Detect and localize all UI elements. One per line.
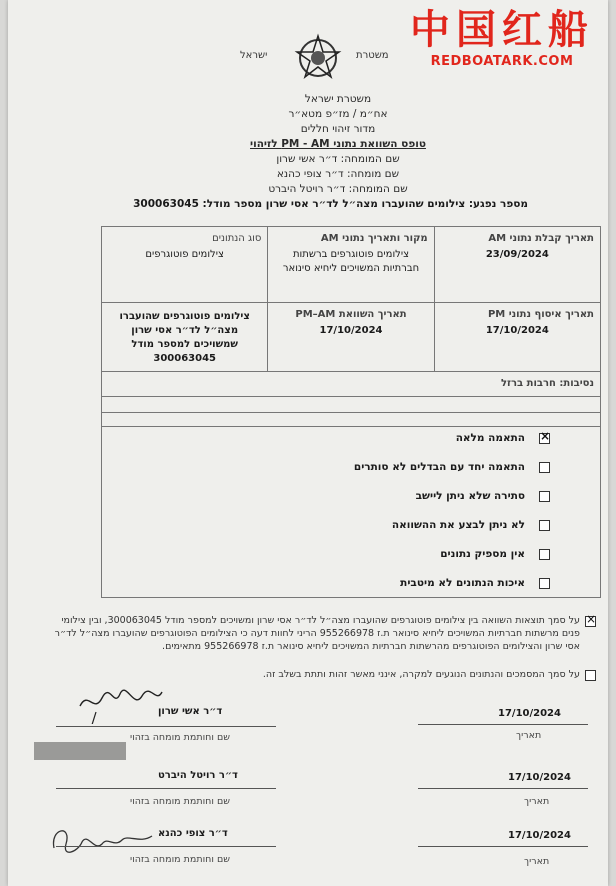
option-label: התאמה יחד עם הבדלים לא סותרים: [353, 461, 525, 473]
am-date-value: 23/09/2024: [485, 249, 549, 260]
sig1-name: ד״ר אשי שרון: [158, 706, 223, 717]
option-row[interactable]: [456, 432, 550, 444]
header-dept-left: משטרת: [356, 50, 389, 61]
org-name: משטרת ישראל: [304, 93, 372, 105]
sig2-name: ד״ר רויטל היברט: [158, 770, 238, 781]
case-line: מספר נפגע: צילומים שהועברו מצה״ל לד״ר אסי שרון מספר מודל: 300063045: [133, 198, 528, 210]
header-block: [128, 92, 548, 197]
option-label: התאמה מלאה: [455, 432, 525, 444]
watermark: [402, 8, 602, 69]
no-id-line: על סמך המסמכים והנתונים הנוגעים למקרה, אינני מאשר זהות ותתת בשלב זה.: [262, 669, 580, 680]
signature-scribble-1: [76, 684, 166, 728]
conclusion-checkbox[interactable]: [585, 616, 596, 627]
sig2-date-caption: תאריך: [524, 796, 550, 807]
data-type-value: צילומים פוטוגרפים: [145, 249, 224, 260]
sig1-caption: שם וחותמת מומחה בזהוי: [130, 732, 231, 743]
data-table: [101, 226, 601, 427]
pm-date-value: 17/10/2024: [485, 325, 549, 336]
circumstances-cell: [102, 372, 601, 397]
sig3-name: ד״ר צופי כהנא: [158, 828, 228, 839]
conclusion-line-3: אסי שרון והצילומים הפוטוגרפים מהרשתות חברתיות המשויכים ליחיא סינואר ת.ז 955266978 מתאימים.: [162, 641, 580, 652]
sig1-date-line: [418, 724, 588, 725]
checkbox[interactable]: [539, 520, 550, 531]
sig1-date: 17/10/2024: [498, 708, 561, 719]
sig2-line: [56, 788, 276, 789]
checkbox[interactable]: [539, 549, 550, 560]
police-emblem-icon: [294, 32, 342, 80]
sig1-line: [56, 726, 276, 727]
option-row[interactable]: [416, 490, 550, 502]
pm-desc-cell: [102, 303, 268, 372]
checkbox[interactable]: [585, 670, 596, 681]
data-type-cell: [102, 227, 268, 303]
option-label: איכות הנתונים לא מיטבית: [400, 577, 525, 589]
division-line: מדור זיהוי חללים: [300, 123, 376, 135]
sig3-date-caption: תאריך: [524, 856, 550, 867]
compare-date-cell: [268, 303, 434, 372]
sig2-date-line: [418, 788, 588, 789]
option-row[interactable]: [354, 461, 550, 473]
option-row[interactable]: [392, 519, 550, 531]
conclusion-line-2: פנים מרשתות חברתיות המשויכים ליחיא סינואר ת.ז 955266978 הריני לחוות דעה כי הצילומים הפוטוגרפים שהועברו מצה״ל לד״ר: [54, 628, 580, 639]
option-label: אין מספיק נתונים: [440, 548, 525, 560]
expert-1: שם המומחה: ד״ר אשי שרון: [276, 153, 400, 165]
header-dept-right: ישראל: [240, 50, 268, 61]
sig3-date-line: [418, 846, 588, 847]
sig1-date-caption: תאריך: [516, 730, 542, 741]
am-date-cell: [434, 227, 600, 303]
expert-3: שם המומחה: ד״ר רויטל היברט: [268, 183, 408, 195]
compare-date-value: 17/10/2024: [319, 325, 383, 336]
sig2-date: 17/10/2024: [508, 772, 571, 783]
expert-2: שם מומחה: ד״ר צופי כהנא: [276, 168, 400, 180]
sig3-caption: שם וחותמת מומחה בזהוי: [130, 854, 231, 865]
option-row[interactable]: [440, 548, 550, 560]
option-label: לא ניתן לבצע את ההשוואה: [391, 519, 525, 531]
unit-line: אח״מ / מז״פ מטא״ר: [288, 108, 388, 120]
source-label: מקור ותאריך נתוני AM: [320, 233, 428, 244]
watermark-chinese: 中国红船: [410, 6, 594, 53]
checkbox-checked[interactable]: [585, 616, 596, 627]
pm-date-cell: [434, 303, 600, 372]
conclusion-text: [10, 614, 580, 653]
pm-desc-value: צילומים פוטוגרפים שהועברו מצה״ל לד״ר אסי שרון שמשויכים למספר מודל 300063045: [119, 311, 250, 364]
source-cell: [268, 227, 434, 303]
sig2-caption: שם וחותמת מומחה בזהוי: [130, 796, 231, 807]
checkbox[interactable]: [539, 491, 550, 502]
option-label: סתירה שלא ניתן ליישב: [415, 490, 525, 502]
circumstances-label: נסיבות: חרבות ברזל: [500, 378, 594, 389]
watermark-english: REDBOATARK.COM: [430, 54, 574, 69]
sig3-date: 17/10/2024: [508, 830, 571, 841]
conclusion-line-1: על סמך תוצאות השוואה בין צילומים פוטוגרפים שהועברו מצה״ל לד״ר אסי שרון ומשויכים למספר מודל 300063045, ובין צילומי: [61, 615, 580, 626]
option-row[interactable]: [400, 577, 550, 589]
checkbox[interactable]: [539, 578, 550, 589]
data-type-label: סוג הנתונים: [212, 233, 262, 244]
document-sheet: [8, 0, 608, 886]
no-id-checkbox[interactable]: [585, 670, 596, 681]
sig3-line: [56, 846, 276, 847]
source-value: צילומים פוטוגרפים ברשתות חברתיות המשויכים ליחיא סינואר: [282, 249, 420, 274]
form-title: טופס השוואת נתוני PM - AM לזיהוי: [250, 138, 426, 150]
checkbox[interactable]: [539, 462, 550, 473]
redacted-stamp: [34, 742, 126, 760]
am-date-label: תאריך קבלת נתוני AM: [488, 233, 594, 244]
pm-date-label: תאריך איסוף נתוני PM: [487, 309, 594, 320]
checkbox-checked[interactable]: [539, 433, 550, 444]
compare-date-label: תאריך השוואת PM–AM: [295, 309, 407, 320]
